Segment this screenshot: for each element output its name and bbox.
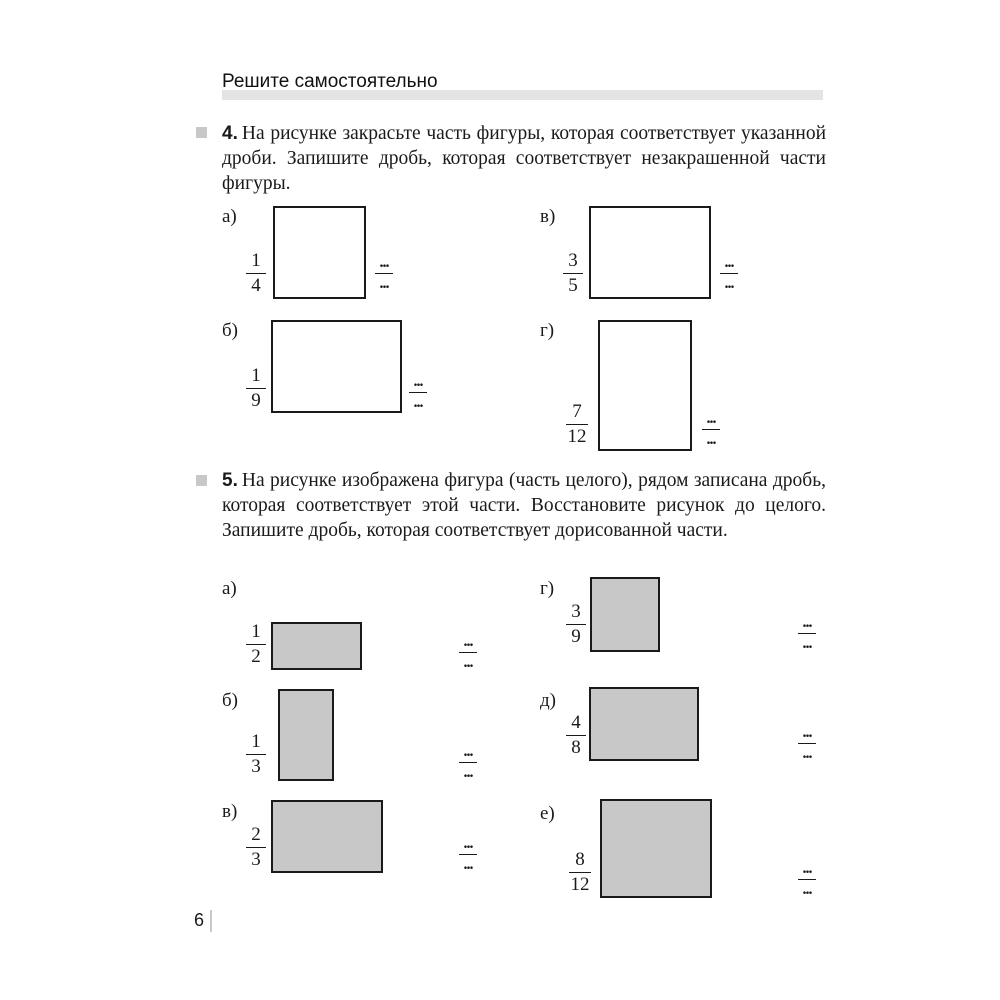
task-4-text [222, 121, 826, 196]
fraction-denominator: 4 [251, 275, 261, 296]
task-4a-answer[interactable] [373, 254, 395, 293]
fraction-denominator: 8 [571, 737, 581, 758]
fraction-numerator: 1 [251, 621, 261, 642]
task-5a-answer[interactable] [457, 633, 479, 672]
task-4v-figure[interactable] [589, 206, 711, 299]
fraction-numerator: 1 [251, 731, 261, 752]
task-5a-label: а) [222, 578, 237, 599]
task-5e-fraction [566, 849, 594, 896]
fraction-denominator: 9 [251, 390, 261, 411]
task-4g-fraction [563, 401, 591, 448]
task-5d-figure[interactable] [589, 687, 699, 761]
page-number: 6 [194, 910, 205, 930]
task-5v-answer[interactable] [457, 835, 479, 874]
section-title: Решите самостоятельно [222, 71, 438, 92]
fraction-numerator: 7 [572, 401, 582, 422]
task-5g-fraction [563, 601, 589, 648]
task-5d-label: д) [540, 690, 556, 711]
task-4g-figure[interactable] [598, 320, 692, 451]
fraction-numerator: 4 [571, 712, 581, 733]
fraction-numerator: 1 [251, 365, 261, 386]
task-5v-label: в) [222, 801, 238, 822]
task-5b-label: б) [222, 690, 238, 711]
task-4b-label: б) [222, 320, 238, 341]
answer-numerator: ... [802, 860, 812, 877]
answer-numerator: ... [463, 633, 473, 650]
task-5a-figure[interactable] [271, 622, 362, 670]
task-5b-fraction [243, 731, 269, 778]
task-5d-answer[interactable] [796, 724, 818, 763]
answer-denominator: ... [463, 856, 473, 873]
answer-denominator: ... [463, 764, 473, 781]
fraction-denominator: 9 [571, 626, 581, 647]
fraction-denominator: 5 [568, 275, 578, 296]
task-4b-figure[interactable] [271, 320, 402, 413]
fraction-numerator: 3 [571, 601, 581, 622]
task-5b-answer[interactable] [457, 743, 479, 782]
task-4-bullet [196, 127, 207, 138]
answer-numerator: ... [802, 614, 812, 631]
answer-numerator: ... [724, 254, 734, 271]
task-5-bullet [196, 475, 207, 486]
task-4b-fraction [243, 365, 269, 412]
task-5b-figure[interactable] [278, 689, 334, 781]
task-4-statement: На рисунке закрасьте часть фигуры, которая соответствует указанной дроби. Запишите дробь, которая соответствует незакрашенной части фигуры. [222, 123, 826, 194]
task-5g-figure[interactable] [590, 577, 660, 652]
answer-numerator: ... [413, 373, 423, 390]
task-4v-label: в) [540, 206, 556, 227]
task-5d-fraction [563, 712, 589, 759]
task-4a-label: а) [222, 206, 237, 227]
answer-denominator: ... [802, 881, 812, 898]
task-5a-fraction [243, 621, 269, 668]
task-4v-fraction [560, 250, 586, 297]
fraction-denominator: 12 [570, 874, 590, 895]
answer-numerator: ... [463, 835, 473, 852]
answer-denominator: ... [463, 654, 473, 671]
fraction-denominator: 2 [251, 646, 261, 667]
page-number-divider [210, 910, 212, 932]
task-4v-answer[interactable] [718, 254, 740, 293]
answer-denominator: ... [802, 635, 812, 652]
fraction-numerator: 2 [251, 824, 261, 845]
fraction-numerator: 1 [251, 250, 261, 271]
task-4b-answer[interactable] [407, 373, 429, 412]
task-5v-figure[interactable] [271, 800, 383, 873]
task-4a-fraction [243, 250, 269, 297]
task-5e-answer[interactable] [796, 860, 818, 899]
task-5-text [222, 468, 826, 543]
fraction-numerator: 8 [575, 849, 585, 870]
answer-numerator: ... [379, 254, 389, 271]
answer-numerator: ... [802, 724, 812, 741]
task-5-number: 5. [222, 470, 238, 491]
fraction-numerator: 3 [568, 250, 578, 271]
task-5e-label: е) [540, 803, 555, 824]
answer-numerator: ... [463, 743, 473, 760]
fraction-denominator: 3 [251, 756, 261, 777]
answer-denominator: ... [802, 745, 812, 762]
task-5e-figure[interactable] [600, 799, 712, 898]
answer-denominator: ... [706, 431, 716, 448]
task-4g-label: г) [540, 320, 555, 341]
task-4a-figure[interactable] [273, 206, 366, 299]
fraction-denominator: 3 [251, 849, 261, 870]
task-5v-fraction [243, 824, 269, 871]
answer-denominator: ... [413, 394, 423, 411]
fraction-denominator: 12 [567, 426, 587, 447]
answer-denominator: ... [379, 275, 389, 292]
task-5-statement: На рисунке изображена фигура (часть целого), рядом записана дробь, которая соответствует этой части. Восстановите рисунок до целого. Запишите дробь, которая соответствует дорисованной части. [222, 470, 826, 541]
answer-denominator: ... [724, 275, 734, 292]
task-4g-answer[interactable] [700, 410, 722, 449]
answer-numerator: ... [706, 410, 716, 427]
task-5g-answer[interactable] [796, 614, 818, 653]
task-5g-label: г) [540, 578, 555, 599]
task-4-number: 4. [222, 123, 238, 144]
